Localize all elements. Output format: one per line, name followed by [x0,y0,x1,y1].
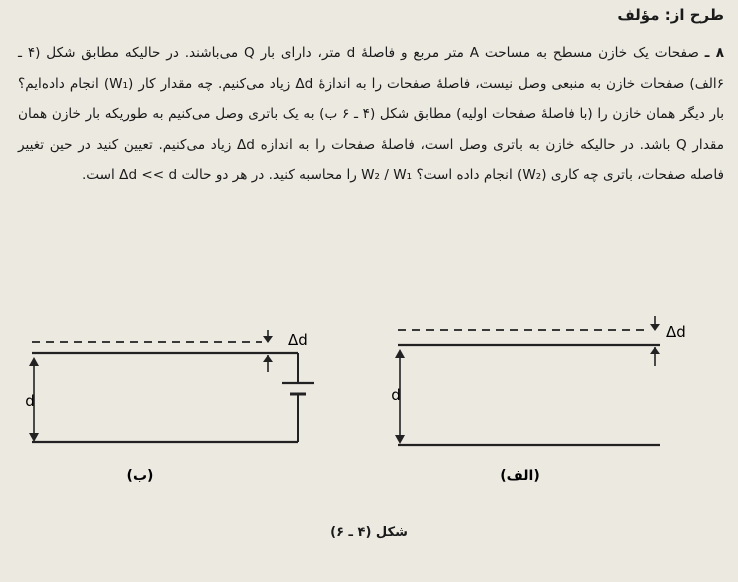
panel-b [25,330,314,484]
delta-arrowhead-bottom-b [263,355,273,362]
delta-arrowhead-top-alef [650,324,660,331]
author-header: طرح از: مؤلف [617,6,724,24]
d-arrow-down-b [29,433,39,442]
problem-number: ۸ ـ [704,45,724,61]
caption-b: (ب) [126,468,154,484]
panel-alef [391,316,686,484]
delta-arrowhead-top-b [263,336,273,343]
delta-label-alef: Δd [666,323,686,341]
d-label-b: d [25,392,35,410]
delta-arrowhead-bottom-alef [650,347,660,354]
delta-label-b: Δd [288,331,308,349]
d-label-alef: d [391,386,401,404]
caption-alef: (الف) [500,468,540,484]
problem-paragraph [18,38,724,191]
d-arrow-down-alef [395,435,405,444]
d-arrow-up-alef [395,349,405,358]
figure-caption: شکل (۴ ـ ۶) [330,525,408,540]
problem-text: صفحات یک خازن مسطح به مساحت A متر مربع و فاصلهٔ d متر، دارای بار Q می‌باشند. در حالیکه مطابق شکل (۴ ـ ۶الف) صفحات خازن به منبعی وصل نیست، فاصلهٔ صفحات را به اندازهٔ Δd زیاد می‌کنیم. چه مقدار کار (W₁) انجام داده‌ایم؟ بار دیگر همان خازن را (با فاصلهٔ صفحات اولیه) مطابق شکل (۴ ـ ۶ ب) به یک باتری وصل می‌کنیم به طوریکه بار خازن همان مقدار Q باشد. در حالیکه خازن به باتری وصل است، فاصلهٔ صفحات را به اندازه Δd زیاد می‌کنیم. تعیین کنید در حین تغییر فاصله صفحات، باتری چه کاری (W₂) انجام داده است؟ W₂ / W₁ را محاسبه کنید. در هر دو حالت Δd << d است. [18,45,725,183]
problem-statement [18,38,724,191]
d-arrow-up-b [29,357,39,366]
